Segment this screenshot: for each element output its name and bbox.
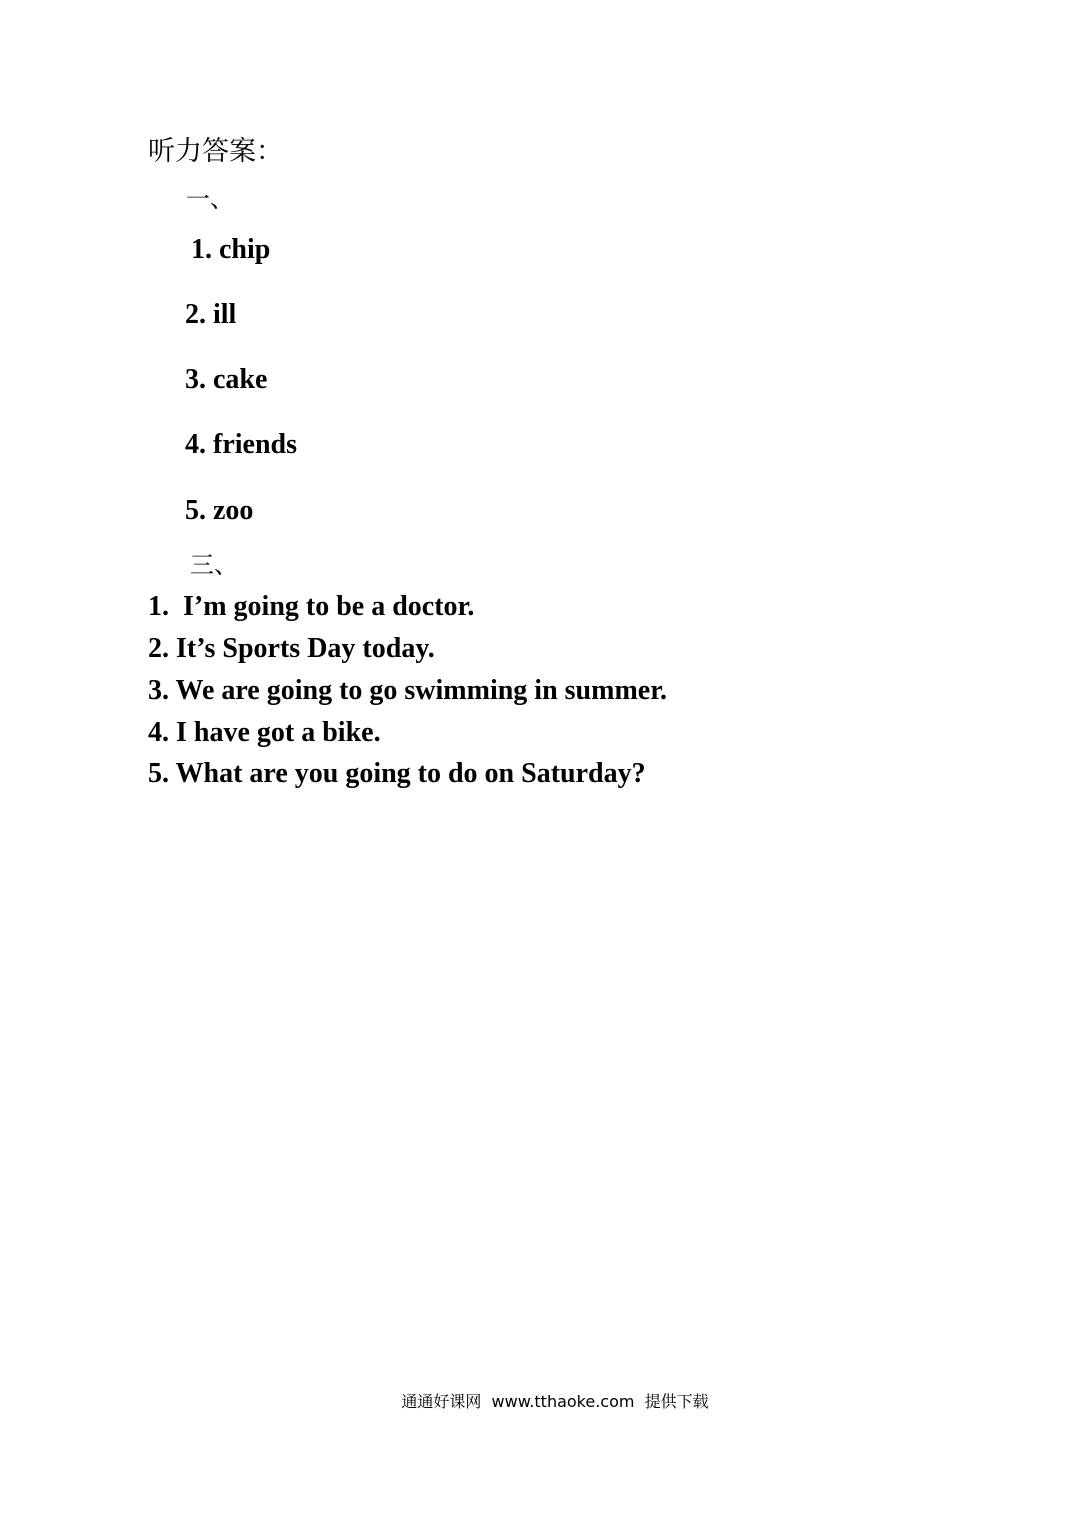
answer-item: 2. ill <box>185 299 237 330</box>
answer-sentence: 3. We are going to go swimming in summer. <box>148 675 668 706</box>
answer-item: 1. chip <box>191 234 271 265</box>
answer-sentence: 5. What are you going to do on Saturday? <box>148 758 646 789</box>
answer-sentence: 2. It’s Sports Day today. <box>148 633 435 664</box>
page-title: 听力答案： <box>148 136 283 167</box>
section-one-label: 一、 <box>186 185 234 213</box>
page-footer: 通通好课网 www.tthaoke.com 提供下载 <box>401 1392 709 1411</box>
answer-item: 5. zoo <box>185 495 254 526</box>
answer-item: 3. cake <box>185 364 268 395</box>
answer-sentence: 1. I’m going to be a doctor. <box>148 591 475 622</box>
section-three-label: 三、 <box>190 551 238 579</box>
answer-item: 4. friends <box>185 429 297 460</box>
answer-sentence: 4. I have got a bike. <box>148 717 381 748</box>
